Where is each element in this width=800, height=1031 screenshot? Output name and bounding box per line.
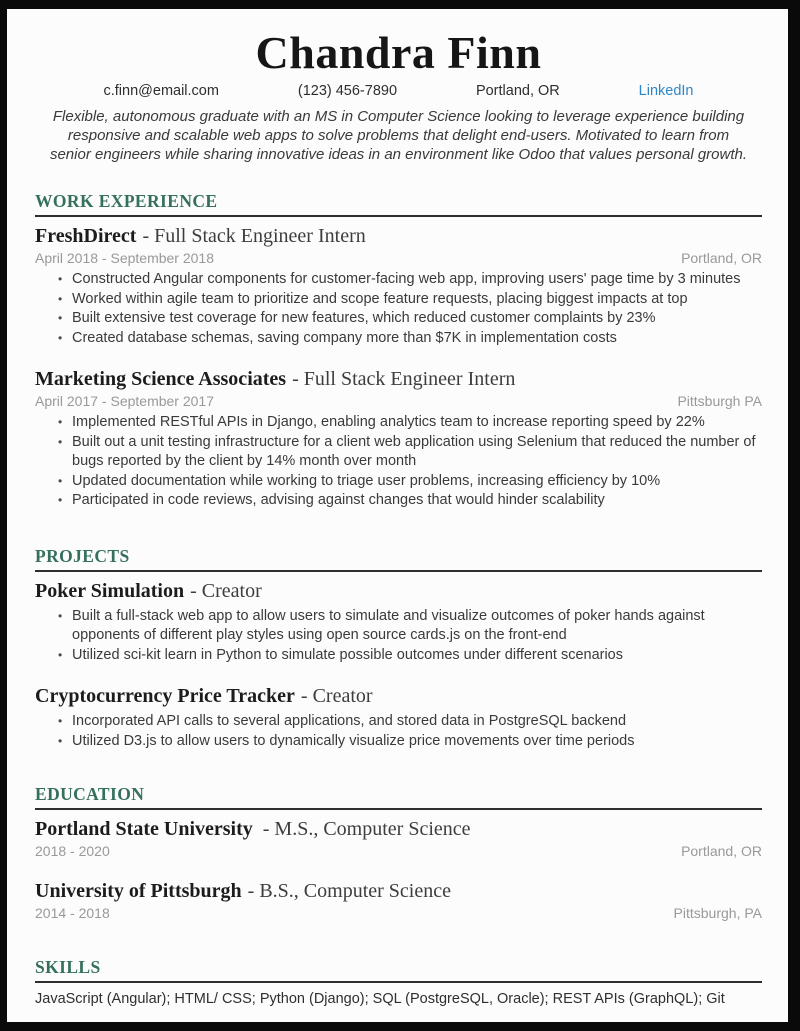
skills-section — [35, 956, 762, 1009]
entry-location: Portland, OR — [681, 250, 762, 266]
entry-title — [35, 578, 762, 604]
contact-location: Portland, OR — [475, 83, 560, 99]
bullet-list — [35, 607, 762, 666]
section-title-education: EDUCATION — [35, 783, 762, 810]
summary-text: Flexible, autonomous graduate with an MS in Computer Science looking to leverage experience building responsive and scalable web apps to solve problems that delight end-users. Motivated to learn from senior engineers while sharing innovative ideas in an environment like Odoo that values personal growth. — [49, 108, 748, 163]
bullet-item: • Created database schemas, saving company more than $7K in implementation costs — [72, 329, 762, 349]
entry-title — [35, 223, 762, 249]
resume-paper — [7, 9, 788, 1022]
bullet-list — [35, 270, 762, 348]
entry-meta — [35, 842, 762, 860]
project-entry-crypto-tracker — [35, 683, 762, 751]
education-entry-portland-state — [35, 816, 762, 860]
bullet-item: • Built a full-stack web app to allow users to simulate and visualize outcomes of poker hands against opponents of different play styles using open source cards.js on the front-end — [72, 607, 762, 646]
role-title: - Creator — [300, 685, 373, 707]
date-range: April 2018 - September 2018 — [35, 250, 214, 266]
company-name: FreshDirect — [35, 225, 137, 247]
section-title-skills: SKILLS — [35, 956, 762, 983]
entry-title — [35, 683, 762, 709]
entry-title — [35, 366, 762, 392]
entry-location: Portland, OR — [681, 843, 762, 859]
date-range: 2018 - 2020 — [35, 843, 110, 859]
date-range: April 2017 - September 2017 — [35, 393, 214, 409]
bullet-item: • Updated documentation while working to triage user problems, increasing efficiency by 10% — [72, 472, 762, 492]
work-entry-freshdirect — [35, 223, 762, 348]
contact-row — [104, 83, 694, 99]
school-name: Portland State University — [35, 818, 253, 840]
bullet-item: • Incorporated API calls to several applications, and stored data in PostgreSQL backend — [72, 712, 762, 732]
role-title: - Full Stack Engineer Intern — [292, 368, 516, 390]
section-title-projects: PROJECTS — [35, 545, 762, 572]
work-experience-section — [35, 190, 762, 511]
bullet-item: • Built out a unit testing infrastructure for a client web application using Selenium that reduced the number of bugs reported by the client by 14% month over month — [72, 433, 762, 472]
degree-title: - M.S., Computer Science — [262, 818, 471, 840]
linkedin-link[interactable]: LinkedIn — [638, 83, 694, 99]
contact-email: c.finn@email.com — [103, 83, 219, 99]
section-title-work-experience: WORK EXPERIENCE — [35, 190, 762, 217]
role-title: - Full Stack Engineer Intern — [142, 225, 366, 247]
entry-location: Pittsburgh PA — [677, 393, 762, 409]
projects-section — [35, 545, 762, 752]
bullet-list — [35, 413, 762, 511]
entry-title — [35, 878, 762, 904]
name-title: Chandra Finn — [255, 27, 542, 78]
work-entry-marketing-science — [35, 366, 762, 511]
project-name: Cryptocurrency Price Tracker — [35, 685, 295, 707]
role-title: - Creator — [190, 579, 262, 602]
bullet-item: • Worked within agile team to prioritize and scope feature requests, placing biggest impacts at top — [72, 290, 762, 310]
bullet-item: • Participated in code reviews, advising against changes that would hinder scalability — [72, 491, 762, 511]
education-section — [35, 783, 762, 922]
project-name: Poker Simulation — [35, 579, 185, 602]
school-name: University of Pittsburgh — [35, 880, 242, 902]
skills-text: JavaScript (Angular); HTML/ CSS; Python (Django); SQL (PostgreSQL, Oracle); REST APIs (GraphQL); Git — [35, 991, 725, 1007]
entry-location: Pittsburgh, PA — [673, 905, 762, 921]
education-entry-pittsburgh — [35, 878, 762, 922]
bullet-item: • Utilized D3.js to allow users to dynamically visualize price movements over time periods — [72, 732, 762, 752]
contact-phone: (123) 456-7890 — [297, 83, 398, 99]
entry-title — [35, 816, 762, 842]
bullet-list — [35, 712, 762, 751]
bullet-item: • Utilized sci-kit learn in Python to simulate possible outcomes under different scenarios — [72, 646, 762, 666]
entry-meta — [35, 392, 762, 410]
entry-meta — [35, 249, 762, 267]
entry-meta — [35, 904, 762, 922]
bullet-item: • Constructed Angular components for customer-facing web app, improving users' page time by 3 minutes — [72, 270, 762, 290]
bullet-item: • Built extensive test coverage for new features, which reduced customer complaints by 23% — [72, 309, 762, 329]
project-entry-poker-simulation — [35, 578, 762, 666]
company-name: Marketing Science Associates — [35, 368, 287, 390]
bullet-item: • Implemented RESTful APIs in Django, enabling analytics team to increase reporting speed by 22% — [72, 413, 762, 433]
degree-title: - B.S., Computer Science — [247, 880, 451, 902]
date-range: 2014 - 2018 — [35, 905, 110, 921]
